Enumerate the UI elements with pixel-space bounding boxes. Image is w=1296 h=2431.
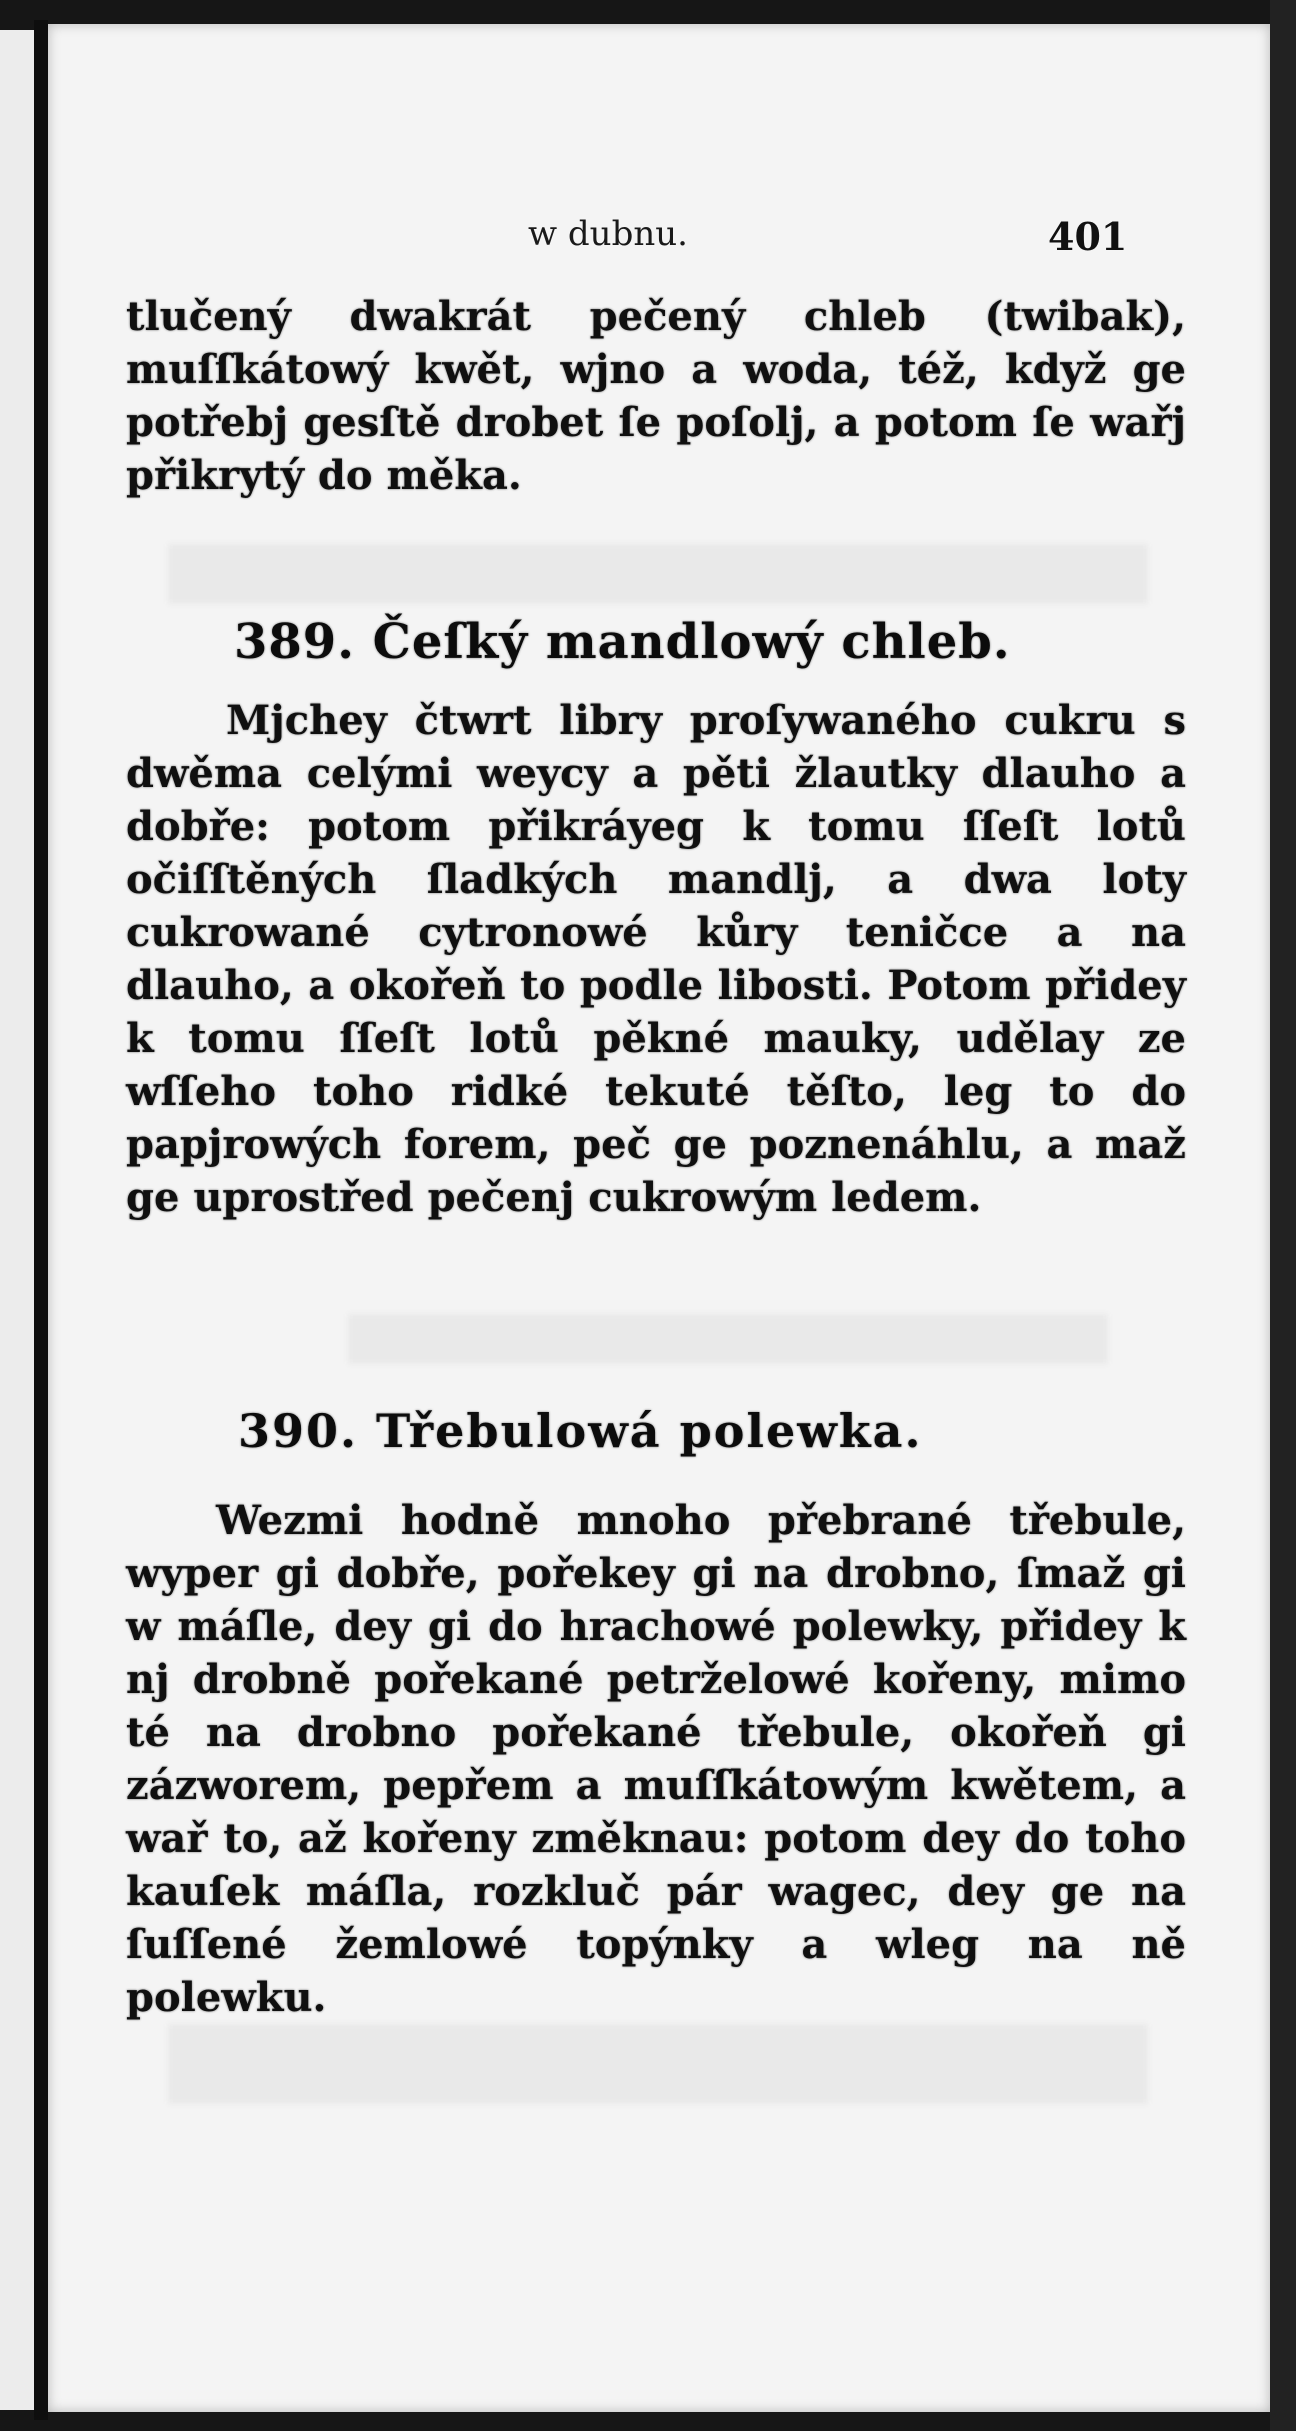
recipe-text-389: Mjchey čtwrt libry proſywaného cukru s dwěma celými weycy a pěti žlautky dlauho a dobře: potom přikráyeg k tomu ſſeſt lotů očiſſtěných ſladkých mandlj, a dwa loty cukrowané cytronowé kůry teničce a na dlauho, a okořeň to podle libosti. Potom přidey k tomu ſſeſt lotů pěkné mauky, udělay ze wſſeho toho ridké tekuté těſto, leg to do papjrowých forem, peč ge poznenáhlu, a maž ge uprostřed pečenj cukrowým ledem. (126, 697, 1186, 1221)
bleed-through-smudge (168, 2024, 1148, 2104)
scan-right-border (1270, 0, 1296, 2431)
facing-page-edge (0, 30, 34, 2410)
gutter-shadow (34, 20, 48, 2420)
recipe-text-390: Wezmi hodně mnoho přebrané třebule, wyper gi dobře, pořekey gi na drobno, ſmaž gi w máſle, dey gi do hrachowé polewky, přidey k nj drobně pořekané petrželowé kořeny, mimo té na drobno pořekané třebule, okořeň gi zázworem, pepřem a muſſkátowým kwětem, a wař to, až kořeny změknau: potom dey do toho kauſek máſla, rozkluč pár wagec, dey ge na ſuſſené žemlowé topýnky a wleg na ně polewku. (126, 1497, 1186, 2021)
recipe-heading-389: 389. Čeſký mandlowý chleb. (234, 614, 1011, 670)
book-page (48, 24, 1270, 2412)
recipe-heading-390: 390. Třebulowá polewka. (238, 1404, 923, 1458)
bleed-through-smudge (168, 544, 1148, 604)
page-number: 401 (1048, 214, 1128, 259)
page-header (48, 214, 1270, 274)
running-head: w dubnu. (528, 214, 688, 254)
paragraph-continuation: tlučený dwakrát pečený chleb (twibak), muſſkátowý kwět, wjno a woda, též, když ge potřebj gesſtě drobet ſe poſolj, a potom ſe wařj přikrytý do měka. (126, 293, 1186, 499)
bleed-through-smudge (348, 1314, 1108, 1364)
